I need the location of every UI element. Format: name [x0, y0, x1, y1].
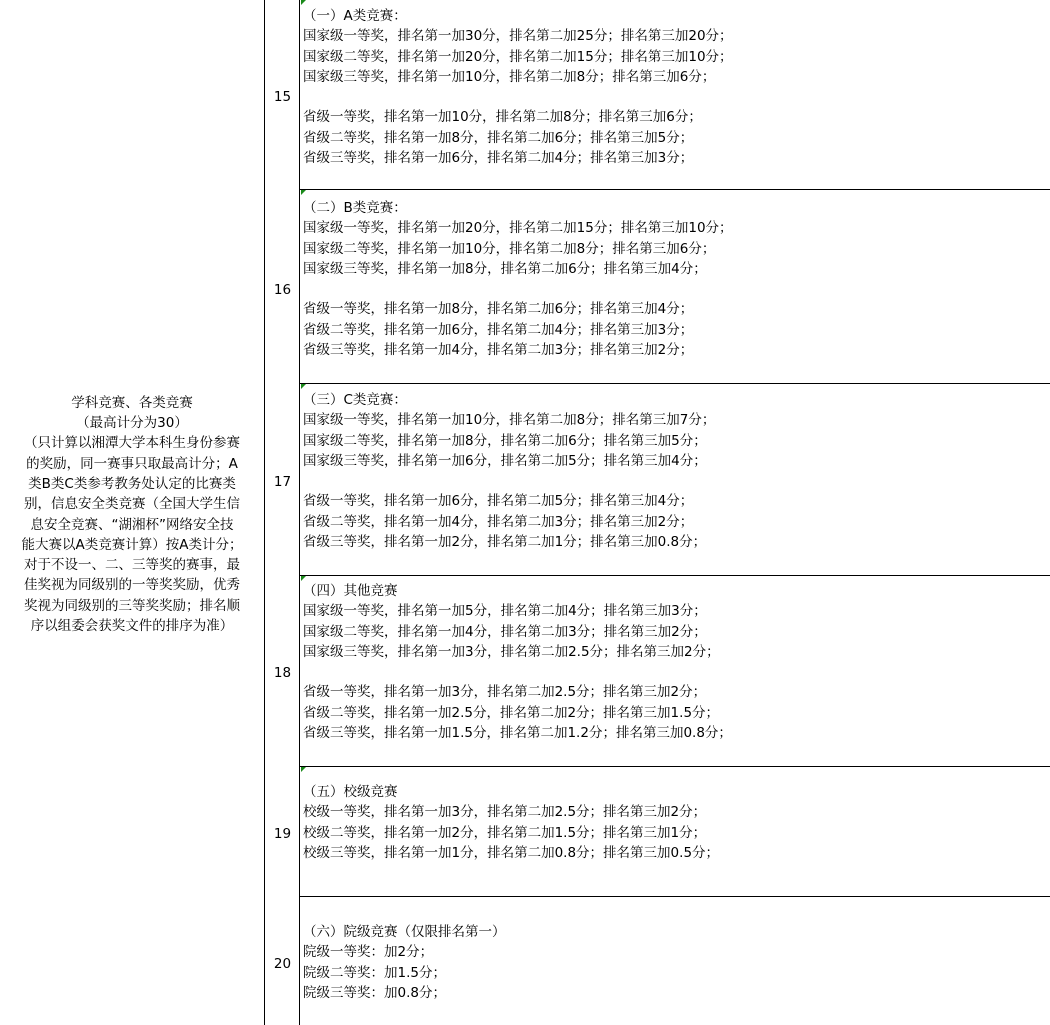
rule-line: 国家级二等奖，排名第一加4分，排名第二加3分；排名第三加2分；	[303, 623, 707, 640]
category-line: 的奖励，同一赛事只取最高计分；A	[26, 455, 238, 472]
category-cell[interactable]	[0, 0, 264, 1025]
rule-line: 省级二等奖，排名第一加8分，排名第二加6分；排名第三加5分；	[303, 129, 694, 146]
rule-line: 国家级一等奖，排名第一加20分，排名第二加15分；排名第三加10分；	[303, 220, 733, 237]
category-line: 佳奖视为同级别的一等奖奖励，优秀	[24, 577, 240, 594]
rule-line: 省级三等奖，排名第一加6分，排名第二加4分；排名第三加3分；	[303, 150, 694, 167]
category-line: 对于不设一、二、三等奖的赛事，最	[24, 557, 240, 574]
rule-heading: （四）其他竞赛	[303, 583, 398, 599]
category-description	[1, 393, 263, 637]
rule-line: 省级三等奖，排名第一加1.5分，排名第二加1.2分；排名第三加0.8分；	[303, 725, 732, 742]
row-number-cell[interactable]: 18	[273, 665, 292, 681]
rule-line: 国家级一等奖，排名第一加10分，排名第二加8分；排名第三加7分；	[303, 412, 716, 429]
category-line: 别，信息安全类竞赛（全国大学生信	[24, 496, 240, 513]
rule-cell-b-competition[interactable]	[303, 198, 733, 360]
row-divider	[300, 383, 1050, 384]
rule-line: 国家级三等奖，排名第一加3分，排名第二加2.5分；排名第三加2分；	[303, 643, 720, 660]
rule-line: 省级一等奖，排名第一加3分，排名第二加2.5分；排名第三加2分；	[303, 684, 707, 701]
rule-line: 省级二等奖，排名第一加6分，排名第二加4分；排名第三加3分；	[303, 321, 694, 338]
category-line: （最高计分为30）	[76, 415, 188, 432]
rule-line: 省级一等奖，排名第一加8分，排名第二加6分；排名第三加4分；	[303, 301, 694, 318]
cell-note-marker	[301, 767, 306, 772]
rule-heading: （三）C类竞赛：	[303, 392, 407, 408]
row-divider	[300, 766, 1050, 767]
rule-line: 国家级三等奖，排名第一加10分，排名第二加8分；排名第三加6分；	[303, 68, 716, 85]
rule-line: 校级二等奖，排名第一加2分，排名第二加1.5分；排名第三加1分；	[303, 824, 707, 841]
category-line: 学科竞赛、各类竞赛	[71, 394, 193, 411]
rule-line: 省级三等奖，排名第一加2分，排名第二加1分；排名第三加0.8分；	[303, 534, 707, 551]
row-number-cell[interactable]: 15	[273, 89, 292, 105]
rule-heading: （二）B类竞赛：	[303, 200, 407, 216]
rule-heading: （六）院级竞赛（仅限排名第一）	[303, 924, 506, 940]
category-line: 能大赛以A类竞赛计算）按A类计分；	[21, 536, 243, 553]
row-divider	[300, 896, 1050, 897]
category-line: （只计算以湘潭大学本科生身份参赛	[24, 435, 240, 452]
rule-cell-c-competition[interactable]	[303, 390, 715, 552]
category-line: 奖视为同级别的三等奖奖励；排名顺	[24, 597, 240, 614]
cell-note-marker	[301, 0, 306, 5]
rule-cell-a-competition[interactable]	[303, 6, 733, 168]
row-divider	[300, 575, 1050, 576]
rule-line: 国家级二等奖，排名第一加10分，排名第二加8分；排名第三加6分；	[303, 240, 716, 257]
row-number-cell[interactable]: 19	[273, 826, 292, 842]
rule-spacer	[303, 279, 733, 299]
rule-line: 院级一等奖：加2分；	[303, 944, 434, 961]
category-line: 息安全竞赛、“湖湘杯”网络安全技	[30, 516, 234, 533]
rule-spacer	[303, 471, 715, 491]
category-line: 序以组委会获奖文件的排序为准）	[30, 617, 234, 634]
rule-heading: （一）A类竞赛：	[303, 8, 407, 24]
rule-line: 国家级二等奖，排名第一加20分，排名第二加15分；排名第三加10分；	[303, 48, 733, 65]
category-line: 类B类C类参考教务处认定的比赛类	[28, 475, 236, 492]
row-number-cell[interactable]: 17	[273, 474, 292, 490]
rule-line: 省级二等奖，排名第一加4分，排名第二加3分；排名第三加2分；	[303, 513, 694, 530]
rule-cell-school-competition[interactable]	[303, 782, 719, 863]
column-divider-right	[299, 0, 300, 1025]
rule-line: 国家级三等奖，排名第一加8分，排名第二加6分；排名第三加4分；	[303, 260, 707, 277]
rule-cell-other-competition[interactable]	[303, 581, 732, 743]
rule-line: 国家级一等奖，排名第一加5分，排名第二加4分；排名第三加3分；	[303, 603, 707, 620]
rule-line: 院级三等奖：加0.8分；	[303, 984, 446, 1001]
rule-line: 省级三等奖，排名第一加4分，排名第二加3分；排名第三加2分；	[303, 342, 694, 359]
row-number-cell[interactable]: 16	[273, 282, 292, 298]
rule-line: 省级二等奖，排名第一加2.5分，排名第二加2分；排名第三加1.5分；	[303, 704, 720, 721]
rule-line: 省级一等奖，排名第一加10分，排名第二加8分；排名第三加6分；	[303, 109, 702, 126]
rule-line: 校级三等奖，排名第一加1分，排名第二加0.8分；排名第三加0.5分；	[303, 844, 720, 861]
cell-note-marker	[301, 384, 306, 389]
cell-note-marker	[301, 190, 306, 195]
rule-spacer	[303, 87, 733, 107]
row-number-cell[interactable]: 20	[273, 956, 292, 972]
rule-line: 国家级三等奖，排名第一加6分，排名第二加5分；排名第三加4分；	[303, 452, 707, 469]
rule-spacer	[303, 662, 732, 682]
rule-line: 院级二等奖：加1.5分；	[303, 964, 446, 981]
rule-line: 国家级一等奖，排名第一加30分，排名第二加25分；排名第三加20分；	[303, 28, 733, 45]
rule-line: 省级一等奖，排名第一加6分，排名第二加5分；排名第三加4分；	[303, 493, 694, 510]
rule-heading: （五）校级竞赛	[303, 784, 398, 800]
row-divider	[300, 189, 1050, 190]
rule-line: 国家级二等奖，排名第一加8分，排名第二加6分；排名第三加5分；	[303, 432, 707, 449]
rule-line: 校级一等奖，排名第一加3分，排名第二加2.5分；排名第三加2分；	[303, 804, 707, 821]
column-divider-left	[264, 0, 265, 1025]
rule-cell-college-competition[interactable]	[303, 922, 506, 1003]
